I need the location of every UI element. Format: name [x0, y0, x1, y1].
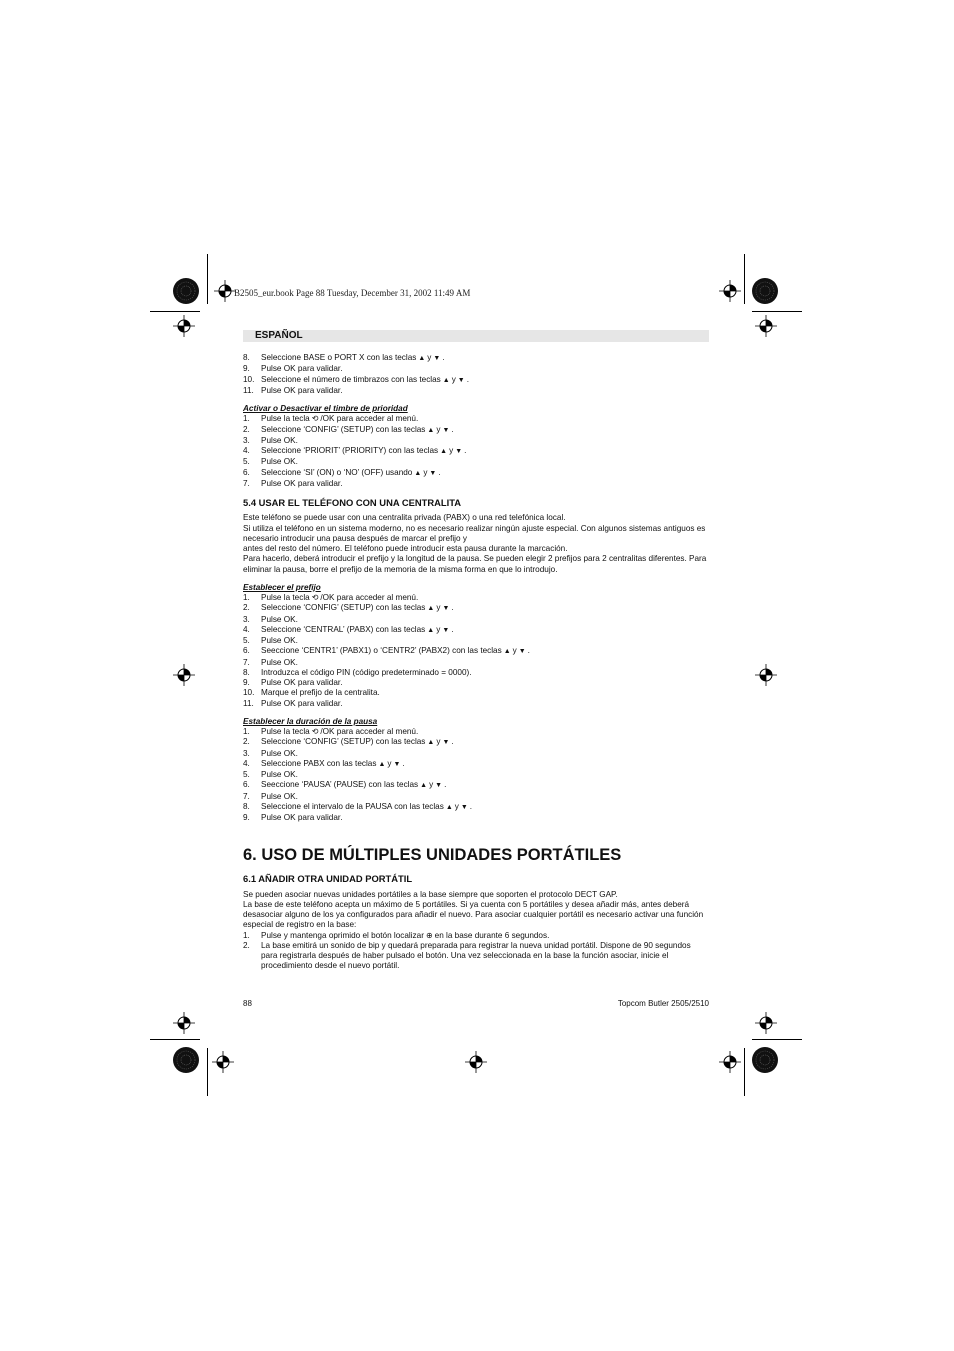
- up-arrow-icon: ▲: [427, 605, 435, 613]
- list-item: 6. Seleccione ‘SI’ (ON) o ‘NO’ (OFF) usando ▲ y ▼ .: [243, 467, 441, 477]
- down-arrow-icon: ▼: [457, 376, 465, 384]
- list-item: 6. Seeccione ‘CENTR1’ (PABX1) o ‘CENTR2’ (PABX2) con las teclas ▲ y ▼ .: [243, 646, 530, 656]
- list-item: 9. Pulse OK para validar.: [243, 813, 343, 822]
- down-arrow-icon: ▼: [442, 626, 450, 634]
- crop-mark: [207, 1048, 208, 1096]
- star-target-icon: [173, 1047, 199, 1073]
- down-arrow-icon: ▼: [442, 426, 450, 434]
- registration-mark-icon: [214, 280, 236, 302]
- subheading-pause: Establecer la duración de la pausa: [243, 716, 378, 726]
- paragraph: La base de este teléfono acepta un máximo de 5 portátiles. Si ya cuenta con 5 portátiles y desea añadir más, antes deberá desasociar alguno de los ya configurados para añadir el nuevo. Para asociar cualquier portátil es necesario activar una función especial de registro en la base:: [243, 899, 704, 930]
- language-label: ESPAÑOL: [255, 330, 303, 341]
- crop-mark: [744, 1048, 745, 1096]
- crop-mark: [752, 1039, 802, 1040]
- star-target-icon: [752, 1047, 778, 1073]
- locate-key-icon: ⊕: [425, 930, 433, 940]
- list-item: 8. Introduzca el código PIN (código predeterminado = 0000).: [243, 667, 472, 677]
- list-item: 5. Pulse OK.: [243, 457, 298, 467]
- down-arrow-icon: ▼: [442, 739, 450, 747]
- register-steps: [243, 931, 709, 972]
- up-arrow-icon: ▲: [414, 469, 422, 477]
- star-target-icon: [752, 278, 778, 304]
- list-item: 4. Seleccione ‘CENTRAL’ (PABX) con las teclas ▲ y ▼ .: [243, 624, 454, 634]
- registration-mark-icon: [719, 1051, 741, 1073]
- list-item: 2. Seleccione ‘CONFIG’ (SETUP) con las teclas ▲ y ▼ .: [243, 424, 454, 434]
- up-arrow-icon: ▲: [442, 376, 450, 384]
- section-heading-6-1: 6.1 AÑADIR OTRA UNIDAD PORTÁTIL: [243, 873, 413, 885]
- down-arrow-icon: ▼: [435, 782, 443, 790]
- list-item: 11. Pulse OK para validar.: [243, 385, 343, 395]
- menu-key-icon: ⟲: [311, 414, 319, 424]
- paragraph: Este teléfono se puede usar con una centralita privada (PABX) o una red telefónica local.: [243, 513, 566, 523]
- list-item: 6. Seeccione ‘PAUSA’ (PAUSE) con las teclas ▲ y ▼ .: [243, 780, 447, 790]
- crop-mark: [207, 254, 208, 304]
- list-item: 10. Marque el prefijo de la centralita.: [243, 688, 380, 698]
- down-arrow-icon: ▼: [429, 469, 437, 477]
- down-arrow-icon: ▼: [442, 605, 450, 613]
- crop-mark: [150, 1039, 200, 1040]
- down-arrow-icon: ▼: [433, 355, 441, 362]
- list-item: 3. Pulse OK.: [243, 614, 298, 624]
- up-arrow-icon: ▲: [427, 739, 435, 747]
- list-item: 11. Pulse OK para validar.: [243, 698, 343, 708]
- list-item: 7. Pulse OK.: [243, 657, 298, 667]
- paragraph: Si utiliza el teléfono en un sistema moderno, no es necesario realizar ningún ajuste especial. Con algunos sistemas antiguos es necesario introducir una pausa después de marcar el prefijo y: [243, 523, 706, 543]
- subheading-priority: Activar o Desactivar el timbre de prioridad: [243, 404, 408, 413]
- section-heading-5-4: 5.4 USAR EL TELÉFONO CON UNA CENTRALITA: [243, 497, 462, 508]
- up-arrow-icon: ▲: [418, 355, 426, 362]
- list-item: 9. Pulse OK para validar.: [243, 364, 343, 374]
- list-item: 1. Pulse la tecla ⟲ /OK para acceder al menú.: [243, 727, 419, 736]
- registration-mark-icon: [173, 664, 195, 686]
- list-item: 4. Seleccione PABX con las teclas ▲ y ▼ .: [243, 758, 405, 768]
- registration-mark-icon: [755, 664, 777, 686]
- subheading-prefix: Establecer el prefijo: [243, 582, 321, 592]
- menu-key-icon: ⟲: [311, 593, 319, 602]
- crop-mark: [744, 254, 745, 304]
- up-arrow-icon: ▲: [440, 448, 448, 455]
- up-arrow-icon: ▲: [427, 626, 435, 634]
- registration-mark-icon: [719, 280, 741, 302]
- list-item: 1. Pulse la tecla ⟲ /OK para acceder al menú.: [243, 414, 419, 424]
- registration-mark-icon: [755, 1012, 777, 1034]
- prefix-steps: [243, 593, 709, 709]
- up-arrow-icon: ▲: [378, 760, 386, 768]
- list-item: 1. Pulse y mantenga oprimido el botón localizar ⊕ en la base durante 6 segundos.: [243, 930, 550, 940]
- crop-mark: [752, 311, 802, 312]
- list-item: 5. Pulse OK.: [243, 770, 298, 779]
- list-item: 9. Pulse OK para validar.: [243, 678, 343, 687]
- registration-mark-icon: [212, 1051, 234, 1073]
- registration-mark-icon: [173, 1012, 195, 1034]
- down-arrow-icon: ▼: [393, 760, 401, 768]
- list-item: 7. Pulse OK.: [243, 791, 298, 801]
- registration-mark-icon: [465, 1051, 487, 1073]
- crop-mark: [150, 311, 200, 312]
- intro-steps: [243, 353, 709, 396]
- up-arrow-icon: ▲: [445, 803, 453, 811]
- priority-steps: [243, 414, 709, 489]
- up-arrow-icon: ▲: [427, 426, 435, 434]
- list-item: 4. Seleccione ‘PRIORIT’ (PRIORITY) con las teclas ▲ y ▼ .: [243, 446, 467, 455]
- product-name: Topcom Butler 2505/2510: [617, 999, 709, 1008]
- print-mark-text: B2505_eur.book Page 88 Tuesday, December 31, 2002 11:49 AM: [234, 288, 471, 298]
- list-item: 8. Seleccione BASE o PORT X con las teclas ▲ y ▼ .: [243, 353, 445, 362]
- list-item: 1. Pulse la tecla ⟲ /OK para acceder al menú.: [243, 593, 419, 602]
- up-arrow-icon: ▲: [503, 648, 511, 656]
- down-arrow-icon: ▼: [518, 648, 526, 656]
- list-item: 5. Pulse OK.: [243, 636, 298, 645]
- list-item: 2. Seleccione ‘CONFIG’ (SETUP) con las teclas ▲ y ▼ .: [243, 603, 454, 613]
- up-arrow-icon: ▲: [420, 782, 428, 790]
- pause-steps: [243, 727, 709, 823]
- list-item: 2. La base emitirá un sonido de bip y quedará preparada para registrar la nueva unidad portátil. Dispone de 90 segundos para registrarla después de haber pulsado el botón. Una vez seleccionada en la base la función asociar, inicie el procedimiento desde el nuevo portátil.: [243, 940, 691, 971]
- star-target-icon: [173, 278, 199, 304]
- paragraph: Para hacerlo, deberá introducir el prefijo y la longitud de la pausa. Se pueden elegir 2 prefijos para 2 centralitas diferentes. Para eliminar la pausa, borre el prefijo de la memoria de la misma forma en que lo introdujo.: [243, 554, 707, 574]
- language-header-bar: [243, 330, 709, 342]
- down-arrow-icon: ▼: [455, 448, 463, 455]
- list-item: 2. Seleccione ‘CONFIG’ (SETUP) con las teclas ▲ y ▼ .: [243, 737, 454, 747]
- chapter-heading: 6. USO DE MÚLTIPLES UNIDADES PORTÁTILES: [243, 846, 622, 865]
- menu-key-icon: ⟲: [311, 727, 319, 736]
- list-item: 3. Pulse OK.: [243, 435, 298, 445]
- page-number: 88: [243, 999, 252, 1008]
- registration-mark-icon: [173, 315, 195, 337]
- down-arrow-icon: ▼: [460, 803, 468, 811]
- list-item: 3. Pulse OK.: [243, 748, 298, 758]
- list-item: 10. Seleccione el número de timbrazos con las teclas ▲ y ▼ .: [243, 374, 470, 384]
- paragraph: antes del resto del número. El teléfono puede introducir esta pausa durante la marcación.: [243, 544, 568, 553]
- list-item: 8. Seleccione el intervalo de la PAUSA con las teclas ▲ y ▼ .: [243, 801, 473, 811]
- page-body: [243, 353, 709, 972]
- paragraph: Se pueden asociar nuevas unidades portátiles a la base siempre que soporten el protocolo DECT GAP.: [243, 889, 618, 899]
- registration-mark-icon: [755, 315, 777, 337]
- list-item: 7. Pulse OK para validar.: [243, 478, 343, 488]
